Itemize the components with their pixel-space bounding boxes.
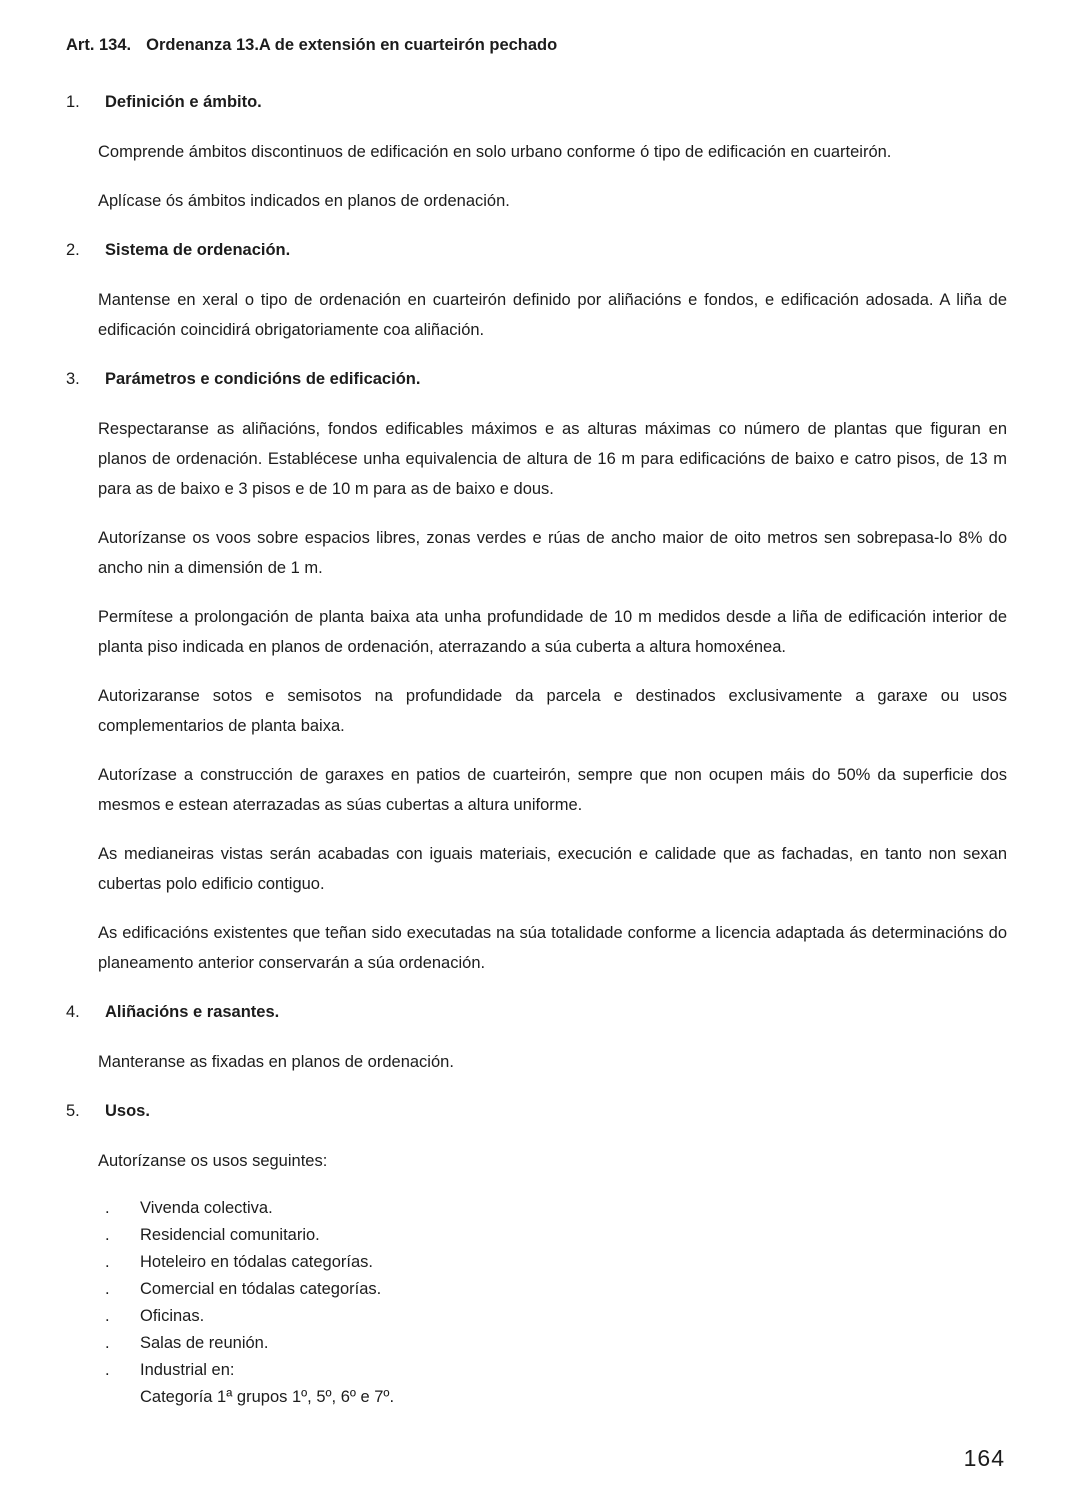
list-item	[105, 1276, 1007, 1303]
list-item	[105, 1222, 1007, 1249]
list-continuation: Categoría 1ª grupos 1º, 5º, 6º e 7º.	[140, 1388, 395, 1406]
paragraph: As edificacións existentes que teñan sido executadas na súa totalidade conforme a licencia adaptada ás determinacións do planeamento anterior conservarán a súa ordenación.	[98, 924, 1007, 972]
section-heading-3	[66, 364, 1007, 394]
paragraph: Mantense en xeral o tipo de ordenación en cuarteirón definido por aliñacións e fondos, e edificación adosada. A liña de edificación coincidirá obrigatoriamente coa aliñación.	[98, 291, 1007, 339]
section-number: 2.	[66, 241, 80, 259]
article-title	[66, 30, 1007, 60]
section-heading-2	[66, 235, 1007, 265]
paragraph: Autorízanse os voos sobre espacios libres, zonas verdes e rúas de ancho maior de oito metros sen sobrepasa-lo 8% do ancho nin a dimensión de 1 m.	[98, 529, 1007, 577]
list-item-text: Hoteleiro en tódalas categorías.	[140, 1253, 373, 1271]
list-bullet: .	[105, 1334, 110, 1352]
paragraph: Autorízanse os usos seguintes:	[98, 1152, 328, 1170]
paragraph: Autorízase a construcción de garaxes en patios de cuarteirón, sempre que non ocupen máis do 50% da superficie dos mesmos e estean aterrazadas as súas cubertas a altura uniforme.	[98, 766, 1007, 814]
list-item-text: Salas de reunión.	[140, 1334, 269, 1352]
list-bullet: .	[105, 1361, 110, 1379]
list-item	[105, 1303, 1007, 1330]
paragraph: As medianeiras vistas serán acabadas con iguais materiais, execución e calidade que as fachadas, en tanto non sexan cubertas polo edificio contiguo.	[98, 845, 1007, 893]
paragraph: Comprende ámbitos discontinuos de edificación en solo urbano conforme ó tipo de edificación en cuarteirón.	[98, 143, 892, 161]
paragraph: Permítese a prolongación de planta baixa ata unha profundidade de 10 m medidos desde a liña de edificación interior de planta piso indicada en planos de ordenación, aterrazando a súa cuberta a altura homoxénea.	[98, 608, 1007, 656]
list-bullet: .	[105, 1253, 110, 1271]
list-bullet: .	[105, 1280, 110, 1298]
section-number: 3.	[66, 370, 80, 388]
list-item-text: Oficinas.	[140, 1307, 205, 1325]
page-number: 164	[963, 1445, 1005, 1471]
list-item	[105, 1195, 1007, 1222]
list-item-text: Industrial en:	[140, 1361, 235, 1379]
list-bullet: .	[105, 1226, 110, 1244]
paragraph: Aplícase ós ámbitos indicados en planos de ordenación.	[98, 192, 510, 210]
section-number: 1.	[66, 93, 80, 111]
section-number: 4.	[66, 1003, 80, 1021]
paragraph: Autorizaranse sotos e semisotos na profundidade da parcela e destinados exclusivamente a garaxe ou usos complementarios de planta baixa.	[98, 687, 1007, 735]
list-item	[105, 1357, 1007, 1384]
section-heading-5	[66, 1096, 1007, 1126]
section-number: 5.	[66, 1102, 80, 1120]
section-title: Aliñacións e rasantes.	[105, 1003, 280, 1021]
section-heading-4	[66, 997, 1007, 1027]
section-heading-1	[66, 87, 1007, 117]
section-title: Sistema de ordenación.	[105, 241, 291, 259]
list-item-text: Vivenda colectiva.	[140, 1199, 273, 1217]
section-title: Parámetros e condicións de edificación.	[105, 370, 421, 388]
list-item-text: Residencial comunitario.	[140, 1226, 320, 1244]
list-item-text: Comercial en tódalas categorías.	[140, 1280, 382, 1298]
section-title: Usos.	[105, 1102, 150, 1120]
list-item	[105, 1249, 1007, 1276]
paragraph: Respectaranse as aliñacións, fondos edificables máximos e as alturas máximas co número de plantas que figuran en planos de ordenación. Establécese unha equivalencia de altura de 16 m para edificacións de baixo e catro pisos, de 13 m para as de baixo e 3 pisos e de 10 m para as de baixo e dous.	[98, 420, 1007, 498]
uses-list	[105, 1195, 1007, 1384]
section-title: Definición e ámbito.	[105, 93, 262, 111]
paragraph: Manteranse as fixadas en planos de ordenación.	[98, 1053, 454, 1071]
list-item	[105, 1330, 1007, 1357]
article-name: Ordenanza 13.A de extensión en cuarteirón pechado	[146, 36, 558, 54]
list-bullet: .	[105, 1199, 110, 1217]
article-number: Art. 134.	[66, 36, 132, 54]
list-bullet: .	[105, 1307, 110, 1325]
